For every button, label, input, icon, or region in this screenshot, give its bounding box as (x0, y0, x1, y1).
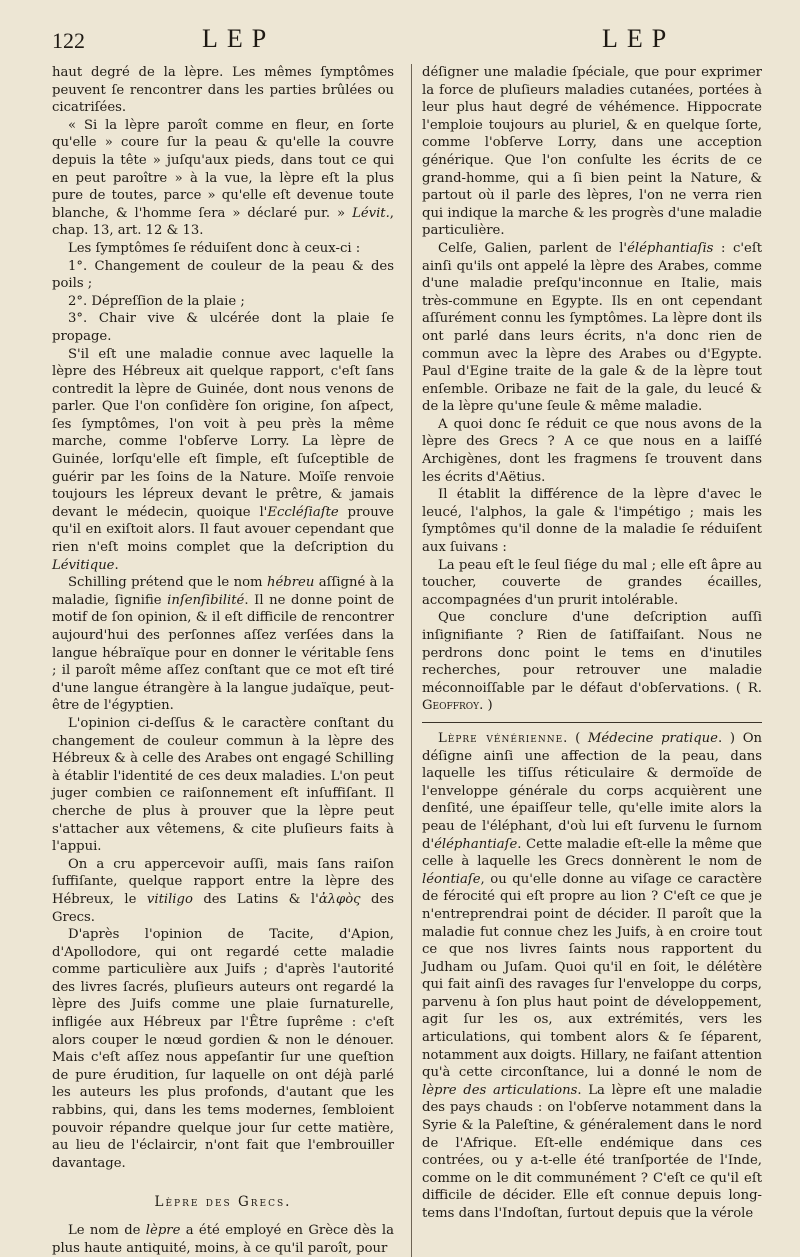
paragraph: Le nom de lèpre a été employé en Grèce dès la plus haute antiquité, moins, à ce qu'il paroît, pour (52, 1223, 394, 1256)
section-heading: Lèpre des Grecs. (154, 1194, 292, 1211)
paragraph: haut degré de la lèpre. Les mêmes ſymptômes peuvent ſe rencontrer dans les parties brûlées ou cicatriſées. (52, 65, 394, 116)
greek-word: ἀλφὸς (318, 891, 361, 907)
author-signature: R. Geoffroy (422, 680, 762, 714)
left-column (52, 64, 398, 1257)
paragraph: Celſe, Galien, parlent de l'éléphantiaſis : c'eſt ainſi qu'ils ont appelé la lèpre des Arabes, comme d'une maladie preſqu'inconnue en Italie, mais très-commune en Egypte. Ils en ont cependant aſſurément connu les ſymptômes. La lèpre dont ils ont parlé dans leurs écrits, n'a donc rien de commun avec la lèpre des Arabes ou d'Egypte. Paul d'Egine traite de la gale & de la lèpre tout enſemble. Oribaze ne fait de la gale, du leucé & de la lèpre qu'une ſeule & même maladie. (422, 240, 762, 415)
paragraph: L'opinion ci-deſſus & le caractère conſtant du changement de couleur commun à la lèpre des Hébreux & à celle des Arabes ont engagé Schilling à établir l'identité de ces deux maladies. L'on peut juger combien ce raiſonnement eſt inſuffiſant. Il cherche de plus à prouver que la lèpre peut s'attacher aux vêtemens, & cite pluſieurs faits à l'appui. (52, 715, 394, 855)
paragraph: On a cru appercevoir auſſi, mais ſans raiſon ſuffiſante, quelque rapport entre la lèpre des Hébreux, le vitiligo des Latins & l'ἀλφὸς des Grecs. (52, 856, 394, 925)
paragraph: Il établit la différence de la lèpre d'avec le leucé, l'alphos, la gale & l'impétigo ; mais les ſymptômes qu'il donne de la maladie ſe réduiſent aux ſuivans : (422, 487, 762, 556)
page-number: 122 (52, 28, 85, 53)
text-columns (52, 64, 762, 1257)
paragraph: Que conclure d'une deſcription auſſi inſignifiante ? Rien de ſatiſfaiſant. Nous ne perdrons donc point le tems en d'inutiles recherches, pour retrouver une maladie méconnoiſſable par le défaut d'obſervations. ( R. Geoffroy. ) (422, 610, 762, 714)
page-header (52, 24, 762, 58)
running-head-left: LEP (202, 24, 276, 53)
citation-title: Lévit. (352, 205, 390, 221)
paragraph: Schilling prétend que le nom hébreu aſſigné à la maladie, ſignifie inſenſibilité. Il ne donne point de motif de ſon opinion, & il eſt difficile de rencontrer aujourd'hui des perſonnes aſſez verſées dans la langue hébraïque pour en donner le véritable ſens ; il paroît même aſſez conſtant que ce mot eſt tiré d'une langue étrangère à la langue judaïque, peut-être de l'égyptien. (52, 575, 395, 714)
paragraph: « Si la lèpre paroît comme en fleur, en ſorte qu'elle » coure ſur la peau & qu'elle la couvre depuis la tête » juſqu'aux pieds, dans tout ce qui en peut paroître » à la vue, la lèpre eſt la plus pure de toutes, parce » qu'elle eſt devenue toute blanche, & l'homme ſera » déclaré pur. » Lévit., chap. 13, art. 12 & 13. (52, 117, 394, 239)
citation-title: Lévitique (52, 557, 115, 573)
paragraph: D'après l'opinion de Tacite, d'Apion, d'Apollodore, qui ont regardé cette maladie comme particulière aux Juifs ; d'après l'autorité des livres ſacrés, pluſieurs auteurs ont regardé la lèpre des Juifs comme une plaie ſurnaturelle, infligée aux Hébreux par l'Être ſuprême : c'eſt alors couper le nœud gordien & non le dénouer. Mais c'eſt aſſez nous appeſantir ſur une queſtion de pure érudition, ſur laquelle on ont déjà parlé les auteurs les plus profonds, d'autant que les rabbins, qui, dans les tems modernes, ſembloient pouvoir répandre quelque jour ſur cette matière, au lieu de l'éclaircir, n'ont fait que l'embrouiller davantage. (52, 927, 394, 1171)
paragraph: A quoi donc ſe réduit ce que nous avons de la lèpre des Grecs ? A ce que nous en a laiſſé Archigènes, dont les fragmens ſe trouvent dans les écrits d'Aëtius. (422, 416, 762, 485)
list-item: 2°. Dépreſſion de la plaie ; (68, 293, 245, 309)
paragraph: Les ſymptômes ſe réduiſent donc à ceux-ci : (68, 240, 361, 256)
entry-category: Médecine pratique (587, 730, 718, 746)
right-column (411, 64, 762, 1257)
entry-divider (422, 722, 762, 723)
paragraph: S'il eſt une maladie connue avec laquelle la lèpre des Hébreux ait quelque rapport, c'eſt ſans contredit la lèpre de Guinée, dont nous venons de parler. Que l'on conſidère ſon origine, ſon aſpect, ſes ſymptômes, l'on voit à peu près la même marche, comme l'obſerve Lorry. La lèpre de Guinée, lorſqu'elle eſt ſimple, eſt ſuſceptible de guérir par les ſoins de la Nature. Moïſe renvoie toujours les lépreux devant le prêtre, & jamais devant le médecin, quoique l'Eccléſiaſte prouve qu'il en exiſtoit alors. Il faut avouer cependant que rien n'eſt moins complet que la deſcription du Lévitique. (52, 346, 394, 573)
entry-title: Lèpre vénérienne (438, 730, 564, 746)
paragraph: La peau eſt le ſeul ſiége du mal ; elle eſt âpre au toucher, couverte de grandes écailles, accompagnées d'un prurit intolérable. (422, 557, 762, 608)
entry-paragraph: Lèpre vénérienne. ( Médecine pratique. ) On déſigne ainſi une affection de la peau, dans laquelle les tiſſus réticulaire & dermoïde de l'enveloppe générale du corps acquièrent une denſité, une épaiſſeur telle, qu'elle imite alors la peau de l'éléphant, d'où lui eſt ſurvenu le ſurnom d'éléphantiaſe. Cette maladie eſt-elle la même que celle à laquelle les Grecs donnèrent le nom de léontiaſe, ou qu'elle donne au viſage ce caractère de férocité qui eſt propre au lion ? C'eſt ce que je n'entreprendrai point de décider. Il paroît que la maladie fut connue chez les Juifs, à en croire tout ce que nos livres ſaints nous rapportent du Judham ou Juſam. Quoi qu'il en ſoit, le délétère qui fait ainſi des ravages ſur l'enveloppe du corps, parvenu à ſon plus haut point de développement, agit ſur les os, aux extrémités, vers les articulations, qui tombent alors & ſe ſéparent, notamment aux doigts. Hillary, ne faiſant attention qu'à cette circonſtance, lui a donné le nom de lèpre des articulations. La lèpre eſt une maladie des pays chauds : on l'obſerve notamment dans la Syrie & la Paleſtine, & généralement dans le nord de l'Afrique. Eſt-elle endémique dans ces contrées, ou y a-t-elle été tranſportée de l'Inde, comme on le dit communément ? C'eſt ce qu'il eſt difficile de décider. Elle eſt connue depuis long-tems dans l'Indoſtan, ſurtout depuis que la vérole (422, 730, 762, 1221)
citation-title: Eccléſiaſte (267, 504, 339, 520)
list-item: 3°. Chair vive & ulcérée dont la plaie ſe propage. (52, 311, 394, 344)
running-head-right: LEP (602, 24, 676, 53)
list-item: 1°. Changement de couleur de la peau & des poils ; (52, 258, 394, 292)
paragraph: déſigner une maladie ſpéciale, que pour exprimer la force de pluſieurs maladies cutanées, portées à leur plus haut degré de véhémence. Hippocrate l'emploie toujours au pluriel, & en quelque ſorte, comme l'obſerve Lorry, dans une acception générique. Que l'on conſulte les écrits de ce grand-homme, qui a ſi bien peint la Nature, & partout où il parle des lèpres, l'on ne verra rien qui indique la marche & les progrès d'une maladie particulière. (422, 65, 762, 239)
